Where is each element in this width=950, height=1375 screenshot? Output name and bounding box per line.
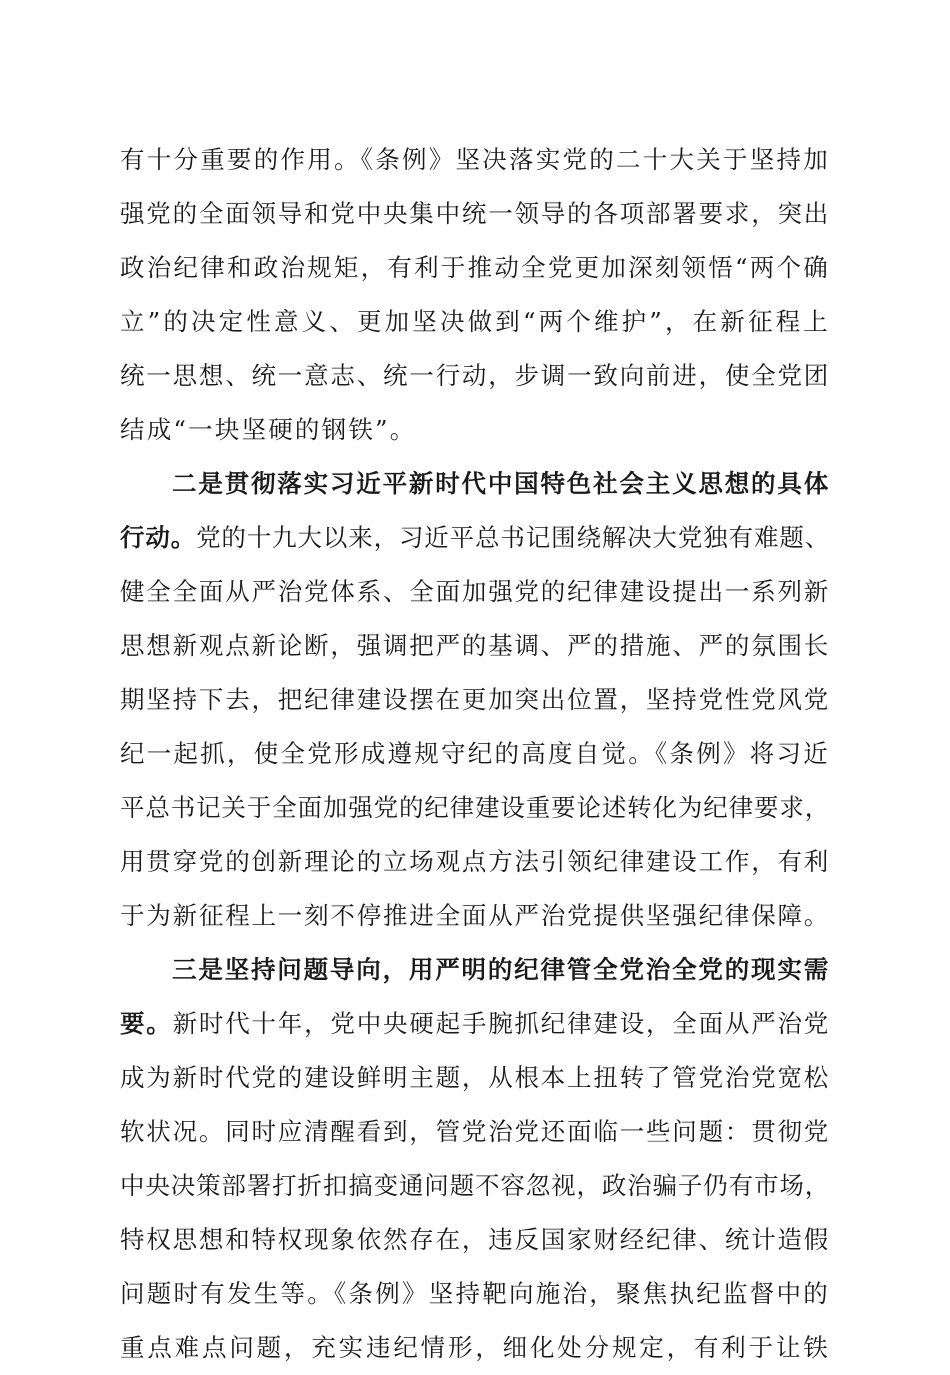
paragraph-heading: 二是贯彻落实习近平新时代中国特色社会主义思想的具体 [172,469,830,498]
text-line: 政治纪律和政治规矩，有利于推动全党更加深刻领悟“两个确 [120,253,830,282]
text-line: 健全全面从严治党体系、全面加强党的纪律建设提出一系列新 [120,577,831,606]
text-line: 有十分重要的作用。《条例》坚决落实党的二十大关于坚持加 [120,145,830,174]
text-line: 强党的全面领导和党中央集中统一领导的各项部署要求，突出 [120,199,831,228]
text-line: 成为新时代党的建设鲜明主题，从根本上扭转了管党治党宽松 [120,1063,831,1092]
paragraph-heading: 三是坚持问题导向，用严明的纪律管全党治全党的现实需 [172,955,830,984]
text-line: 特权思想和特权现象依然存在，违反国家财经纪律、统计造假 [120,1225,831,1254]
text-line: 软状况。同时应清醒看到，管党治党还面临一些问题：贯彻党 [120,1117,831,1146]
text-line [120,511,830,565]
text-line: 结成“一块坚硬的钢铁”。 [120,415,417,444]
text-line: 平总书记关于全面加强党的纪律建设重要论述转化为纪律要求， [120,793,830,822]
document-body [120,133,830,1375]
text-line: 用贯穿党的创新理论的立场观点方法引领纪律建设工作，有利 [120,847,831,876]
text-line: 于为新征程上一刻不停推进全面从严治党提供坚强纪律保障。 [120,901,831,930]
text-line: 立”的决定性意义、更加坚决做到“两个维护”，在新征程上 [120,307,830,336]
text-line: 中央决策部署打折扣搞变通问题不容忽视，政治骗子仍有市场， [120,1171,830,1200]
text-line: 重点难点问题，充实违纪情形，细化处分规定，有利于让铁 [120,1333,830,1362]
paragraph-heading-end: 行动。 [120,523,197,552]
text-line: 纪一起抓，使全党形成遵规守纪的高度自觉。《条例》将习近 [120,739,830,768]
text-span: 新时代十年，党中央硬起手腕抓纪律建设，全面从严治党 [172,1009,831,1038]
text-line: 思想新观点新论断，强调把严的基调、严的措施、严的氛围长 [120,631,831,660]
text-line: 统一思想、统一意志、统一行动，步调一致向前进，使全党团 [120,361,831,390]
text-span: 党的十九大以来，习近平总书记围绕解决大党独有难题、 [196,523,830,552]
text-line: 问题时有发生等。《条例》坚持靶向施治，聚焦执纪监督中的 [120,1279,830,1308]
paragraph-heading-end: 要。 [120,1009,173,1038]
text-line: 期坚持下去，把纪律建设摆在更加突出位置，坚持党性党风党 [120,685,831,714]
text-line [120,997,830,1051]
